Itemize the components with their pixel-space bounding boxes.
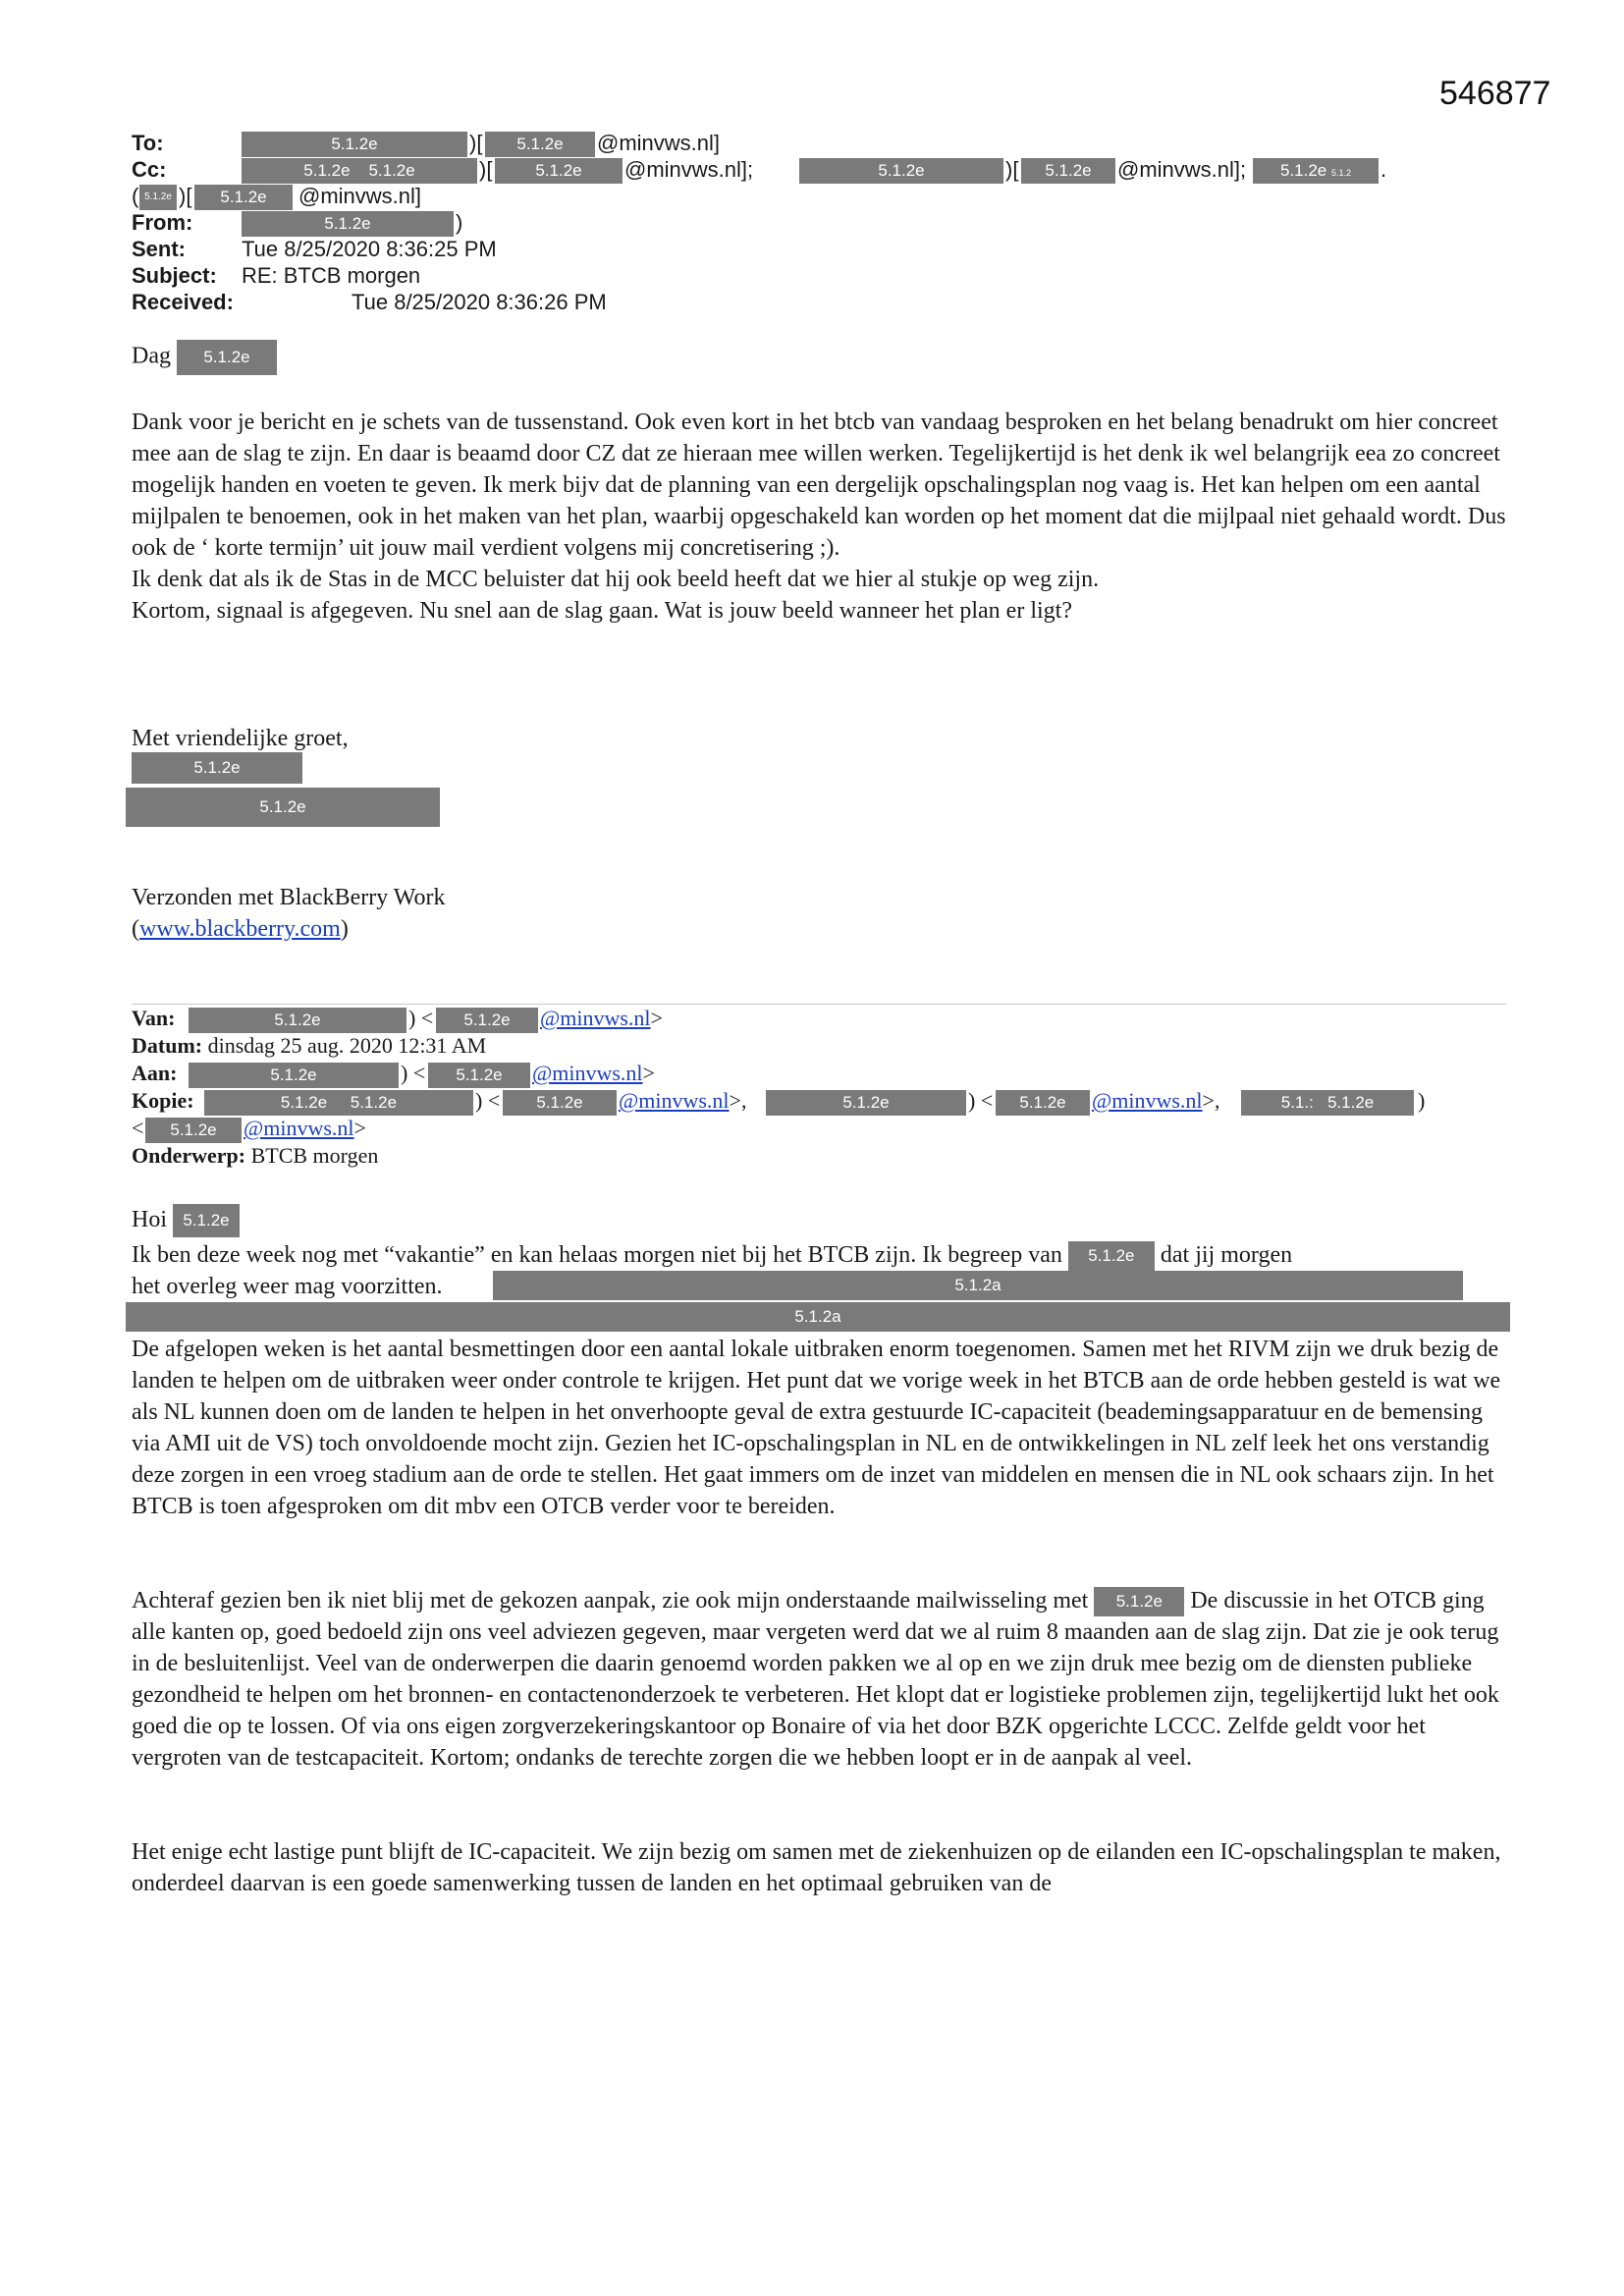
aan-row <box>132 1060 1506 1087</box>
email-link[interactable]: @minvws.nl <box>619 1088 730 1113</box>
redaction: 5.1.2e <box>996 1090 1090 1116</box>
original-paragraph-1: De afgelopen weken is het aantal besmettingen door een aantal lokale uitbraken enorm toegenomen. Samen met het RIVM zijn we druk bezig de landen te helpen om de uitbraken weer onder controle te krijgen. Het punt dat we vorige week in het BTCB aan de orde hebben gesteld is wat we als NL kunnen doen om de landen te helpen in het onverhoopte geval de extra gestuurde IC-capaciteit (beademingsapparatuur en de bemensing via AMI uit de VS) toch onvoldoende mocht zijn. Gezien het IC-opschalingsplan in NL en de ontwikkelingen in NL zelf leek het ons verstandig deze zorgen in een vroeg stadium aan de orde te stellen. Het gaat immers om de inzet van middelen en mensen die in NL ook schaars zijn. In het BTCB is toen afgesproken om dit mbv een OTCB verder voor te bereiden. <box>132 1337 1501 1519</box>
gt: >, <box>729 1088 747 1113</box>
redaction: 5.1.2e <box>428 1063 530 1088</box>
aan-label: Aan: <box>132 1061 178 1085</box>
reply-paragraph: Ik denk dat als ik de Stas in de MCC beluister dat hij ook beeld heeft dat we hier al stukje op weg zijn. <box>132 567 1100 592</box>
sent-value: Tue 8/25/2020 8:36:25 PM <box>242 237 497 261</box>
kopie-label: Kopie: <box>132 1088 194 1113</box>
kopie-row-2 <box>132 1115 1506 1142</box>
redaction: 5.1.2e <box>242 132 467 157</box>
redaction: 5.1.2e <box>1094 1587 1184 1616</box>
datum-label: Datum: <box>132 1033 203 1058</box>
paren: ) <box>340 916 349 942</box>
sent-with-text: Verzonden met BlackBerry Work <box>132 885 446 910</box>
gt: > <box>642 1061 655 1085</box>
lt: ) < <box>401 1061 426 1085</box>
to-email: @minvws.nl] <box>597 131 721 155</box>
sent-label: Sent: <box>132 237 186 261</box>
reply-body <box>132 407 1506 627</box>
bracket: )[ <box>1005 157 1019 182</box>
cc-email-1: @minvws.nl]; <box>624 157 754 182</box>
forwarded-header <box>132 1005 1506 1170</box>
original-paragraph-2 <box>132 1585 1506 1774</box>
datum-row <box>132 1032 1506 1060</box>
original-greeting <box>132 1204 1506 1237</box>
dot: . <box>1380 157 1387 182</box>
email-header <box>132 130 1408 315</box>
email-link[interactable]: @minvws.nl <box>532 1061 643 1085</box>
onderwerp-value: BTCB morgen <box>250 1143 379 1168</box>
redaction: 5.1.2e <box>485 132 595 157</box>
cc-label: Cc: <box>132 157 167 182</box>
lt: ) < <box>475 1088 501 1113</box>
redaction: 5.1.2e <box>436 1008 538 1033</box>
redaction: 5.1.2e <box>799 158 1003 184</box>
email-link[interactable]: @minvws.nl <box>1092 1088 1203 1113</box>
original-intro-line <box>132 1239 1506 1271</box>
redaction: 5.1.2e <box>132 752 302 784</box>
datum-value: dinsdag 25 aug. 2020 12:31 AM <box>207 1033 487 1058</box>
original-paragraph-3: Het enige echt lastige punt blijft de IC-capaciteit. We zijn bezig om samen met de ziekenhuizen op de eilanden een IC-opschalingsplan te maken, onderdeel daarvan is een goede samenwerking tussen de landen en het optimaal gebruiken van de <box>132 1839 1501 1896</box>
greeting-text: Dag <box>132 343 171 369</box>
intro-text: Ik ben deze week nog met “vakantie” en kan helaas morgen niet bij het BTCB zijn. Ik begreep van <box>132 1242 1062 1268</box>
lt: ) < <box>968 1088 994 1113</box>
from-row <box>132 209 1408 236</box>
reply-paragraph: Kortom, signaal is afgegeven. Nu snel aan de slag gaan. Wat is jouw beeld wanneer het plan er ligt? <box>132 598 1072 624</box>
paragraph-text: Achteraf gezien ben ik niet blij met de gekozen aanpak, zie ook mijn onderstaande mailwisseling met <box>132 1588 1089 1613</box>
redaction: 5.1.2e <box>194 185 293 210</box>
redaction: 5.1.2a <box>126 1302 1510 1332</box>
intro-text: het overleg weer mag voorzitten. <box>132 1274 443 1299</box>
subject-label: Subject: <box>132 263 217 288</box>
paren: ) <box>1418 1088 1426 1113</box>
van-label: Van: <box>132 1006 176 1030</box>
paren: ( <box>132 184 139 208</box>
reply-greeting <box>132 340 1506 375</box>
onderwerp-row <box>132 1142 1506 1170</box>
redaction: 5.1.2e 5.1.2e <box>204 1090 473 1116</box>
redaction: 5.1.2e <box>495 158 623 184</box>
redaction: 5.1.2e <box>173 1204 240 1237</box>
redaction: 5.1.2e <box>503 1090 617 1116</box>
redaction-small: 5.1.2e <box>139 185 177 210</box>
reply-closing: Met vriendelijke groet, <box>132 726 349 751</box>
sent-row <box>132 236 1408 262</box>
bracket: )[ <box>479 157 493 182</box>
redaction: 5.1.2e 5.1.2 <box>1253 158 1379 184</box>
redaction: 5.1.2e <box>189 1063 399 1088</box>
email-link[interactable]: @minvws.nl <box>244 1116 354 1140</box>
redaction: 5.1.2a <box>493 1271 1463 1300</box>
bracket: )[ <box>469 131 483 155</box>
redaction: 5.1.2e <box>145 1118 242 1143</box>
redaction: 5.1.: 5.1.2e <box>1241 1090 1414 1116</box>
onderwerp-label: Onderwerp: <box>132 1143 246 1168</box>
lt: < <box>132 1116 144 1140</box>
kopie-row <box>132 1087 1506 1115</box>
cc-email-3: @minvws.nl] <box>298 184 422 208</box>
redaction: 5.1.2e 5.1.2e <box>242 158 477 184</box>
gt: >, <box>1202 1088 1220 1113</box>
gt: > <box>353 1116 366 1140</box>
paragraph-text: De discussie in het OTCB ging alle kanten op, goed bedoeld zijn ons veel adviezen gegeven, maar vergeten werd dat we al ruim 8 maanden aan de slag zijn. Dat zie je ook terug in de besluitenlijst. Veel van de onderwerpen die daarin genoemd worden pakken we al op en we zijn druk mee bezig om de diensten publieke gezondheid te helpen om het bronnen- en contactenonderzoek te verbeteren. Het klopt dat er logistieke problemen zijn, tegelijkertijd lukt het ook goed die op te lossen. Of via ons eigen zorgverzekeringskantoor op Bonaire of via het door BZK opgerichte LCCC. Zelfde geldt voor het vergroten van de testcapaciteit. Kortom; ondanks de terechte zorgen die we hebben loopt er in de aanpak al veel. <box>132 1588 1499 1772</box>
blackberry-signature <box>132 882 1506 945</box>
cc-email-2: @minvws.nl]; <box>1117 157 1247 182</box>
redaction: 5.1.2e <box>177 340 277 375</box>
subject-value: RE: BTCB morgen <box>242 263 421 288</box>
redaction: 5.1.2e <box>242 211 454 237</box>
redaction: 5.1.2e <box>1021 158 1115 184</box>
redaction: 5.1.2e <box>1068 1241 1155 1271</box>
gt: > <box>650 1006 663 1030</box>
from-label: From: <box>132 210 193 235</box>
redaction: 5.1.2e <box>126 788 440 827</box>
redaction: 5.1.2e <box>189 1008 406 1033</box>
paren: ) <box>456 210 463 235</box>
received-label: Received: <box>132 290 234 314</box>
redaction: 5.1.2e <box>766 1090 966 1116</box>
lt: ) < <box>408 1006 434 1030</box>
bb-link-line <box>132 913 1506 945</box>
bracket: )[ <box>179 184 192 208</box>
email-link[interactable]: @minvws.nl <box>540 1006 651 1030</box>
blackberry-link[interactable]: www.blackberry.com <box>139 916 341 942</box>
paren: ( <box>132 916 139 942</box>
document-number: 546877 <box>1439 75 1551 112</box>
reply-paragraph: Dank voor je bericht en je schets van de tussenstand. Ook even kort in het btcb van vandaag besproken en het belang benadrukt om hier concreet mee aan de slag te zijn. En daar is beaamd door CZ dat ze hieraan mee willen werken. Tegelijkertijd is het denk ik wel belangrijk eea zo concreet mogelijk handen en voeten te geven. Ik merk bijv dat de planning van een dergelijk opschalingsplan nog vaag is. Het kan helpen om een aantal mijlpalen te benoemen, ook in het maken van het plan, waarbij opgeschakeld kan worden op het moment dat die mijlpaal niet gehaald wordt. Dus ook de ‘ korte termijn’ uit jouw mail verdient volgens mij concretisering ;). <box>132 410 1506 561</box>
received-row <box>132 289 1408 315</box>
to-label: To: <box>132 131 164 155</box>
greeting-text: Hoi <box>132 1207 167 1232</box>
to-row <box>132 130 1408 156</box>
intro-text: dat jij morgen <box>1160 1242 1293 1268</box>
cc-row <box>132 156 1408 183</box>
received-value: Tue 8/25/2020 8:36:26 PM <box>352 290 607 314</box>
cc-row-2 <box>132 183 1408 209</box>
van-row <box>132 1005 1506 1032</box>
subject-row <box>132 262 1408 289</box>
